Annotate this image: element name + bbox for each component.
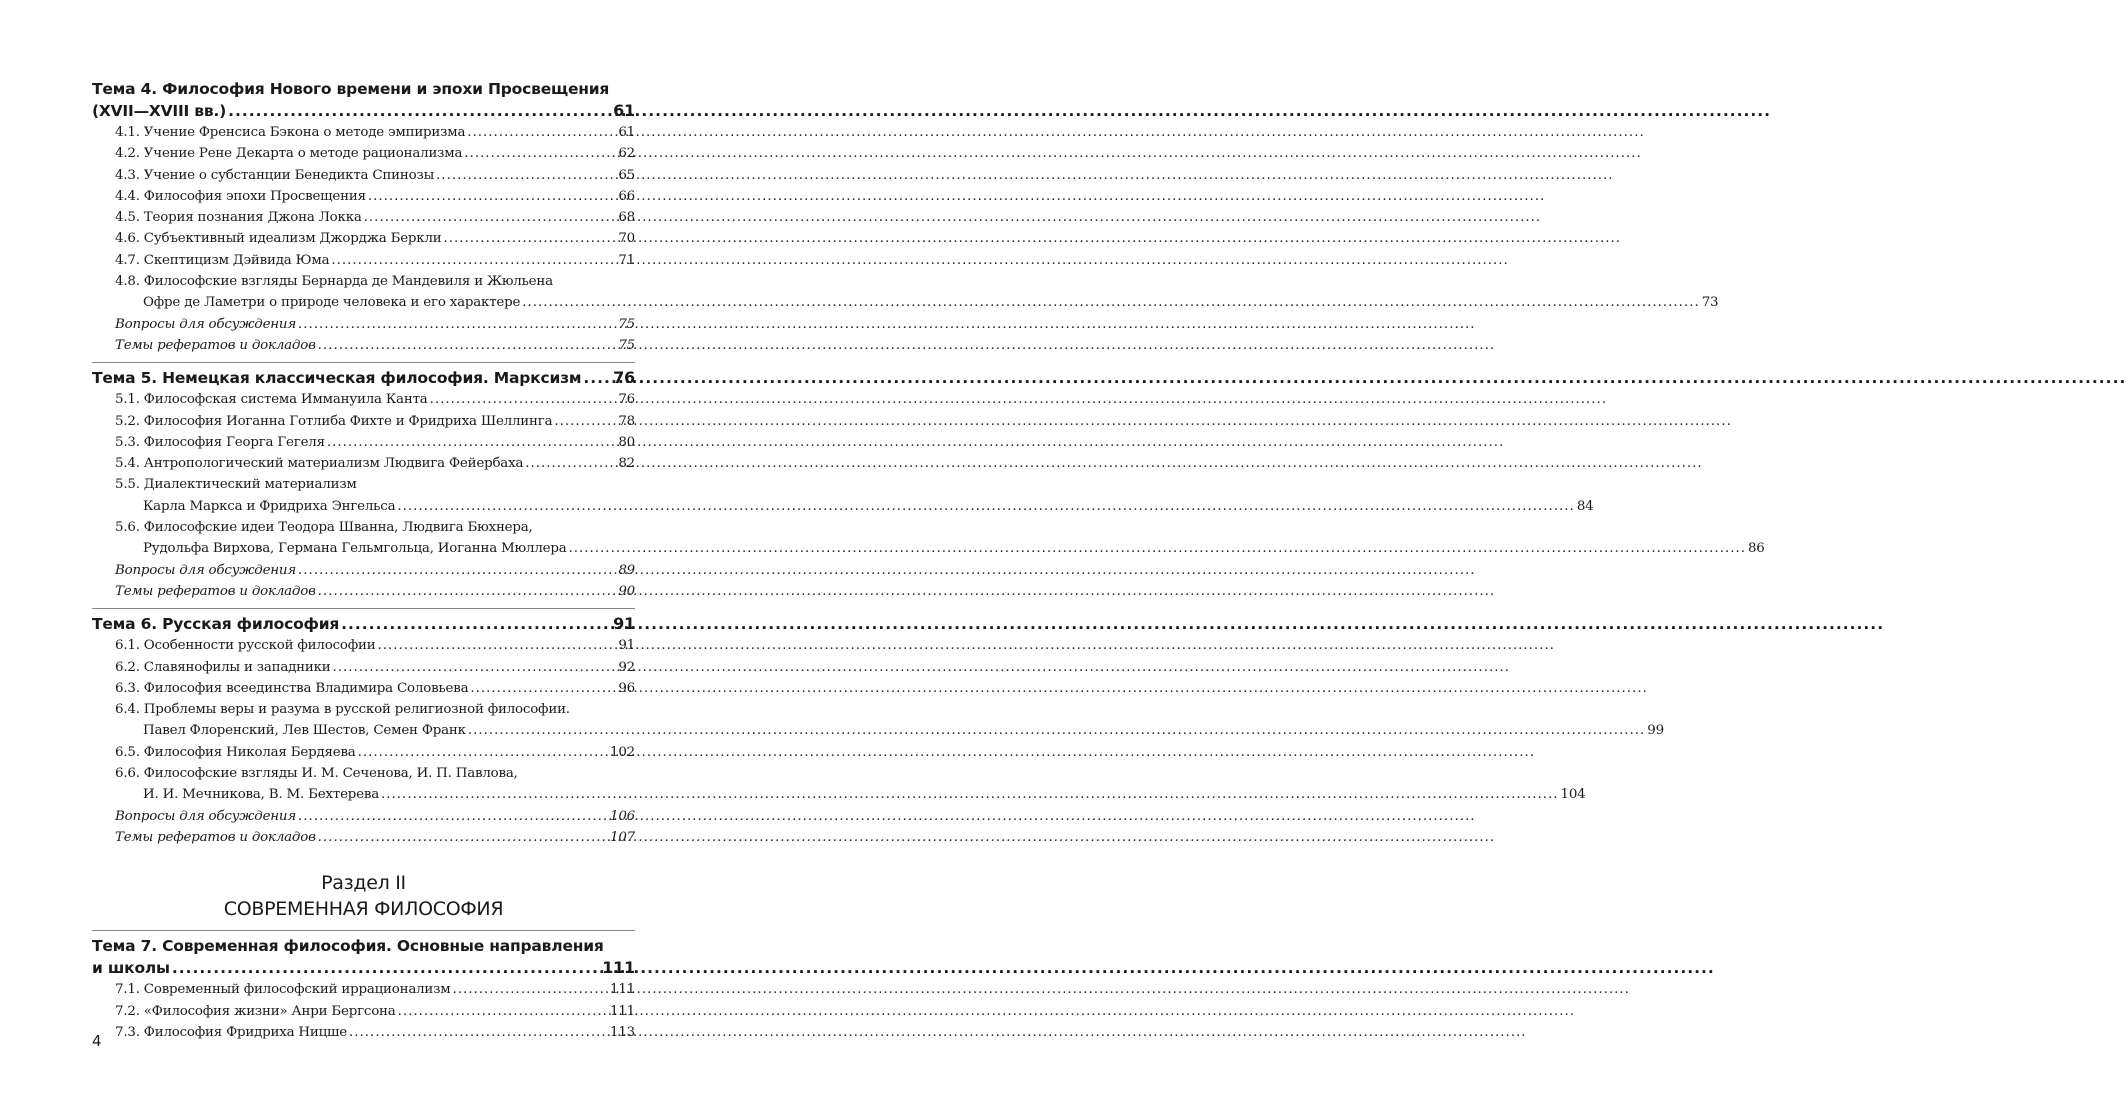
section-title: СОВРЕМЕННАЯ ФИЛОСОФИЯ	[223, 898, 504, 921]
toc-item: 4.5. Теория познания Джона Локка ..... 68	[92, 207, 635, 228]
toc-item: 5.2. Философия Иоганна Готлиба Фихте и Фридриха Шеллинга ..... 78	[92, 411, 635, 432]
topic-6	[92, 613, 1664, 848]
divider	[92, 608, 635, 609]
toc-item: 6.5. Философия Николая Бердяева ..... 102	[92, 742, 635, 763]
toc-item-essays: Темы рефератов и докладов ..... 107	[92, 827, 635, 848]
toc-item: 4.2. Учение Рене Декарта о методе рационализма ..... 62	[92, 143, 635, 164]
section-label: Раздел II	[321, 872, 406, 895]
topic-4-title: Тема 4. Философия Нового времени и эпохи Просвещения (XVII—XVIII вв.) ..... 61	[92, 78, 635, 122]
toc-item: 6.4. Проблемы веры и разума в русской религиозной философии. Павел Флоренский, Лев Шестов, Семен Франк..... 99	[92, 699, 635, 742]
toc-item: 7.3. Философия Фридриха Ницше ..... 113	[92, 1022, 635, 1043]
toc-item: 4.4. Философия эпохи Просвещения ..... 66	[92, 186, 635, 207]
toc-item-questions: Вопросы для обсуждения ..... 89	[92, 560, 635, 581]
section-heading	[92, 870, 635, 922]
toc-item: 5.6. Философские идеи Теодора Шванна, Людвига Бюхнера, Рудольфа Вирхова, Германа Гельмгольца, Иоганна Мюллера..... 86	[92, 517, 635, 560]
divider	[92, 362, 635, 363]
toc-item: 6.6. Философские взгляды И. М. Сеченова, И. П. Павлова, И. И. Мечникова, В. М. Бехтерева..... 104	[92, 763, 635, 806]
toc-item: 4.1. Учение Френсиса Бэкона о методе эмпиризма ..... 61	[92, 122, 635, 143]
toc-item-questions: Вопросы для обсуждения ..... 106	[92, 806, 635, 827]
page-ref: 61	[613, 101, 635, 120]
toc-item-essays: Темы рефератов и докладов ..... 90	[92, 581, 635, 602]
page-number: 4	[92, 1032, 102, 1050]
toc-item: 5.5. Диалектический материализм Карла Маркса и Фридриха Энгельса..... 84	[92, 474, 635, 517]
toc-item: 5.4. Антропологический материализм Людвига Фейербаха ..... 82	[92, 453, 635, 474]
toc-item: 5.3. Философия Георга Гегеля ..... 80	[92, 432, 635, 453]
toc-item: 4.7. Скептицизм Дэйвида Юма ..... 71	[92, 250, 635, 271]
toc-item: 4.3. Учение о субстанции Бенедикта Спинозы ..... 65	[92, 165, 635, 186]
divider	[92, 930, 635, 931]
topic-7-title: Тема 7. Современная философия. Основные направления и школы ..... 111	[92, 935, 635, 979]
topic-7	[92, 935, 635, 1043]
toc-item: 5.1. Философская система Иммануила Канта ..... 76	[92, 389, 635, 410]
toc-item-essays: Темы рефератов и докладов ..... 75	[92, 335, 635, 356]
toc-item-questions: Вопросы для обсуждения ..... 75	[92, 314, 635, 335]
topic-5-title: Тема 5. Немецкая классическая философия. Марксизм ..... 76	[92, 367, 635, 389]
toc-item: 6.2. Славянофилы и западники ..... 92	[92, 657, 635, 678]
toc-item: 6.3. Философия всеединства Владимира Соловьева ..... 96	[92, 678, 635, 699]
toc-item: 6.1. Особенности русской философии ..... 91	[92, 635, 635, 656]
table-of-contents	[92, 78, 1765, 1043]
toc-item: 4.6. Субъективный идеализм Джорджа Беркли ..... 70	[92, 228, 635, 249]
topic-4	[92, 78, 1719, 356]
topic-5	[92, 367, 1765, 602]
toc-item: 7.2. «Философия жизни» Анри Бергсона ..... 111	[92, 1001, 635, 1022]
toc-item: 4.8. Философские взгляды Бернарда де Мандевиля и Жюльена Офре де Ламетри о природе человека и его характере..... 73	[92, 271, 635, 314]
topic-6-title: Тема 6. Русская философия ..... 91	[92, 613, 635, 635]
toc-item: 7.1. Современный философский иррационализм ..... 111	[92, 979, 635, 1000]
